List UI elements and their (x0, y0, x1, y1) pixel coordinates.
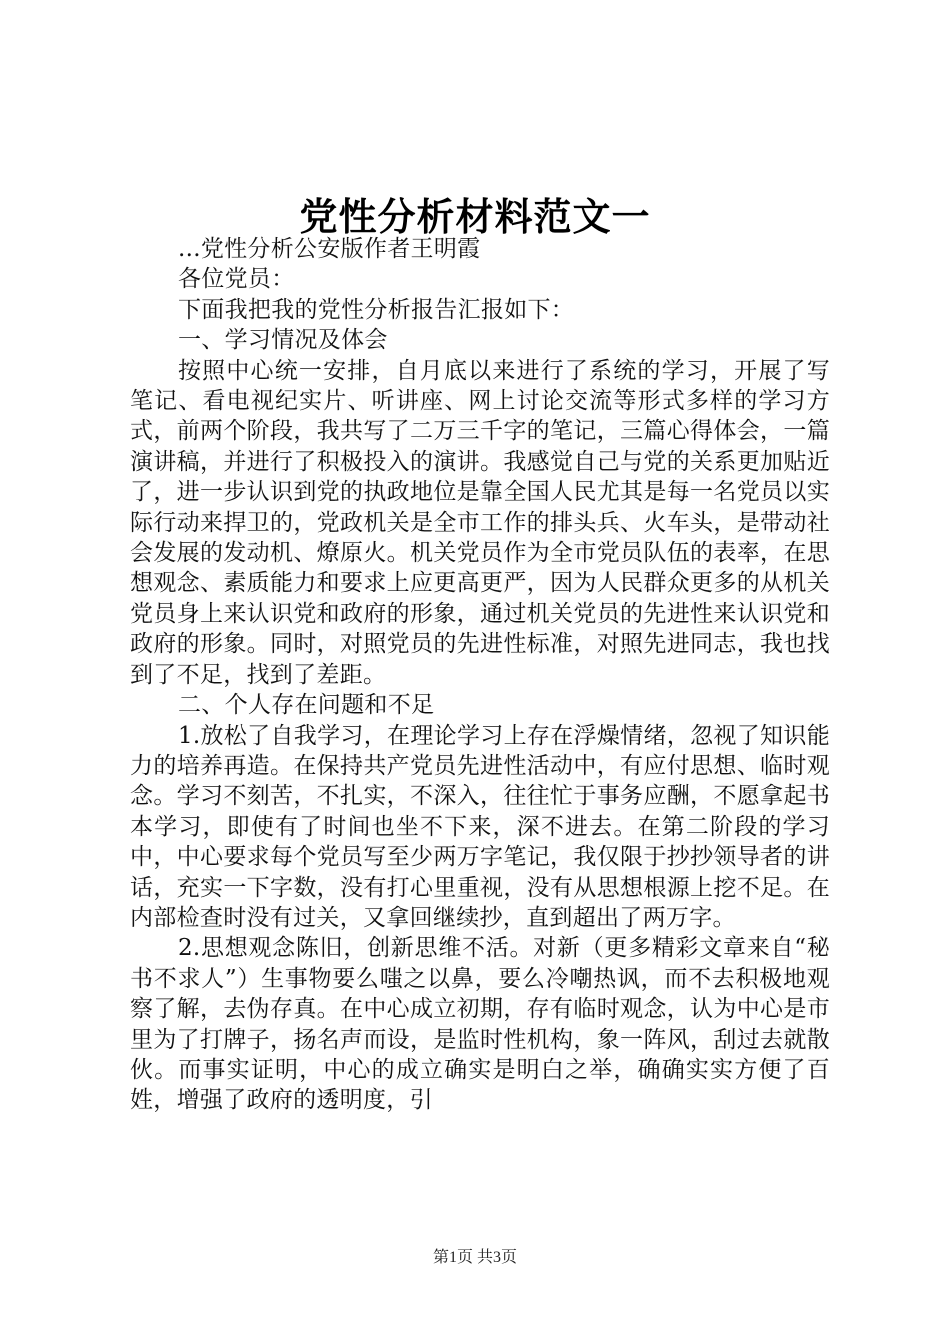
document-body (130, 234, 830, 1116)
author-line: ...党性分析公安版作者王明霞 (178, 236, 481, 262)
section-heading-2: 二、个人存在问题和不足 (178, 692, 435, 719)
page-number-footer: 第1页 共3页 (432, 1249, 517, 1266)
salutation: 各位党员： (178, 266, 295, 293)
intro-paragraph: 下面我把我的党性分析报告汇报如下： (178, 296, 575, 323)
body-paragraph-3: 2.思想观念陈旧，创新思维不活。对新（更多精彩文章来自“秘书不求人”）生事物要么嗤之以鼻，要么冷嘲热讽，而不去积极地观察了解，去伪存真。在中心成立初期，存有临时观念，认为中心是市里为了打牌子，扬名声而设，是监时性机构，象一阵风，刮过去就散伙。而事实证明，中心的成立确实是明白之举，确确实实方便了百姓，增强了政府的透明度，引 (130, 935, 830, 1114)
section-heading-1: 一、学习情况及体会 (178, 327, 388, 354)
body-paragraph-2: 1.放松了自我学习，在理论学习上存在浮燥情绪，忽视了知识能力的培养再造。在保持共产党员先进性活动中，有应付思想、临时观念。学习不刻苦，不扎实，不深入，往往忙于事务应酬，不愿拿起书本学习，即使有了时间也坐不下来，深不进去。在第二阶段的学习中，中心要求每个党员写至少两万字笔记，我仅限于抄抄领导者的讲话，充实一下字数，没有打心里重视，没有从思想根源上挖不足。在内部检查时没有过关，又拿回继续抄，直到超出了两万字。 (130, 722, 830, 931)
body-paragraph-1: 按照中心统一安排，自月底以来进行了系统的学习，开展了写笔记、看电视纪实片、听讲座、网上讨论交流等形式多样的学习方式，前两个阶段，我共写了二万三千字的笔记，三篇心得体会，一篇演讲稿，并进行了积极投入的演讲。我感觉自己与党的关系更加贴近了，进一步认识到党的执政地位是靠全国人民尤其是每一名党员以实际行动来捍卫的，党政机关是全市工作的排头兵、火车头，是带动社会发展的发动机、燎原火。机关党员作为全市党员队伍的表率，在思想观念、素质能力和要求上应更高更严，因为人民群众更多的从机关党员身上来认识党和政府的形象，通过机关党员的先进性来认识党和政府的形象。同时，对照党员的先进性标准，对照先进同志，我也找到了不足，找到了差距。 (130, 357, 830, 688)
document-title: 党性分析材料范文一 (299, 194, 651, 239)
